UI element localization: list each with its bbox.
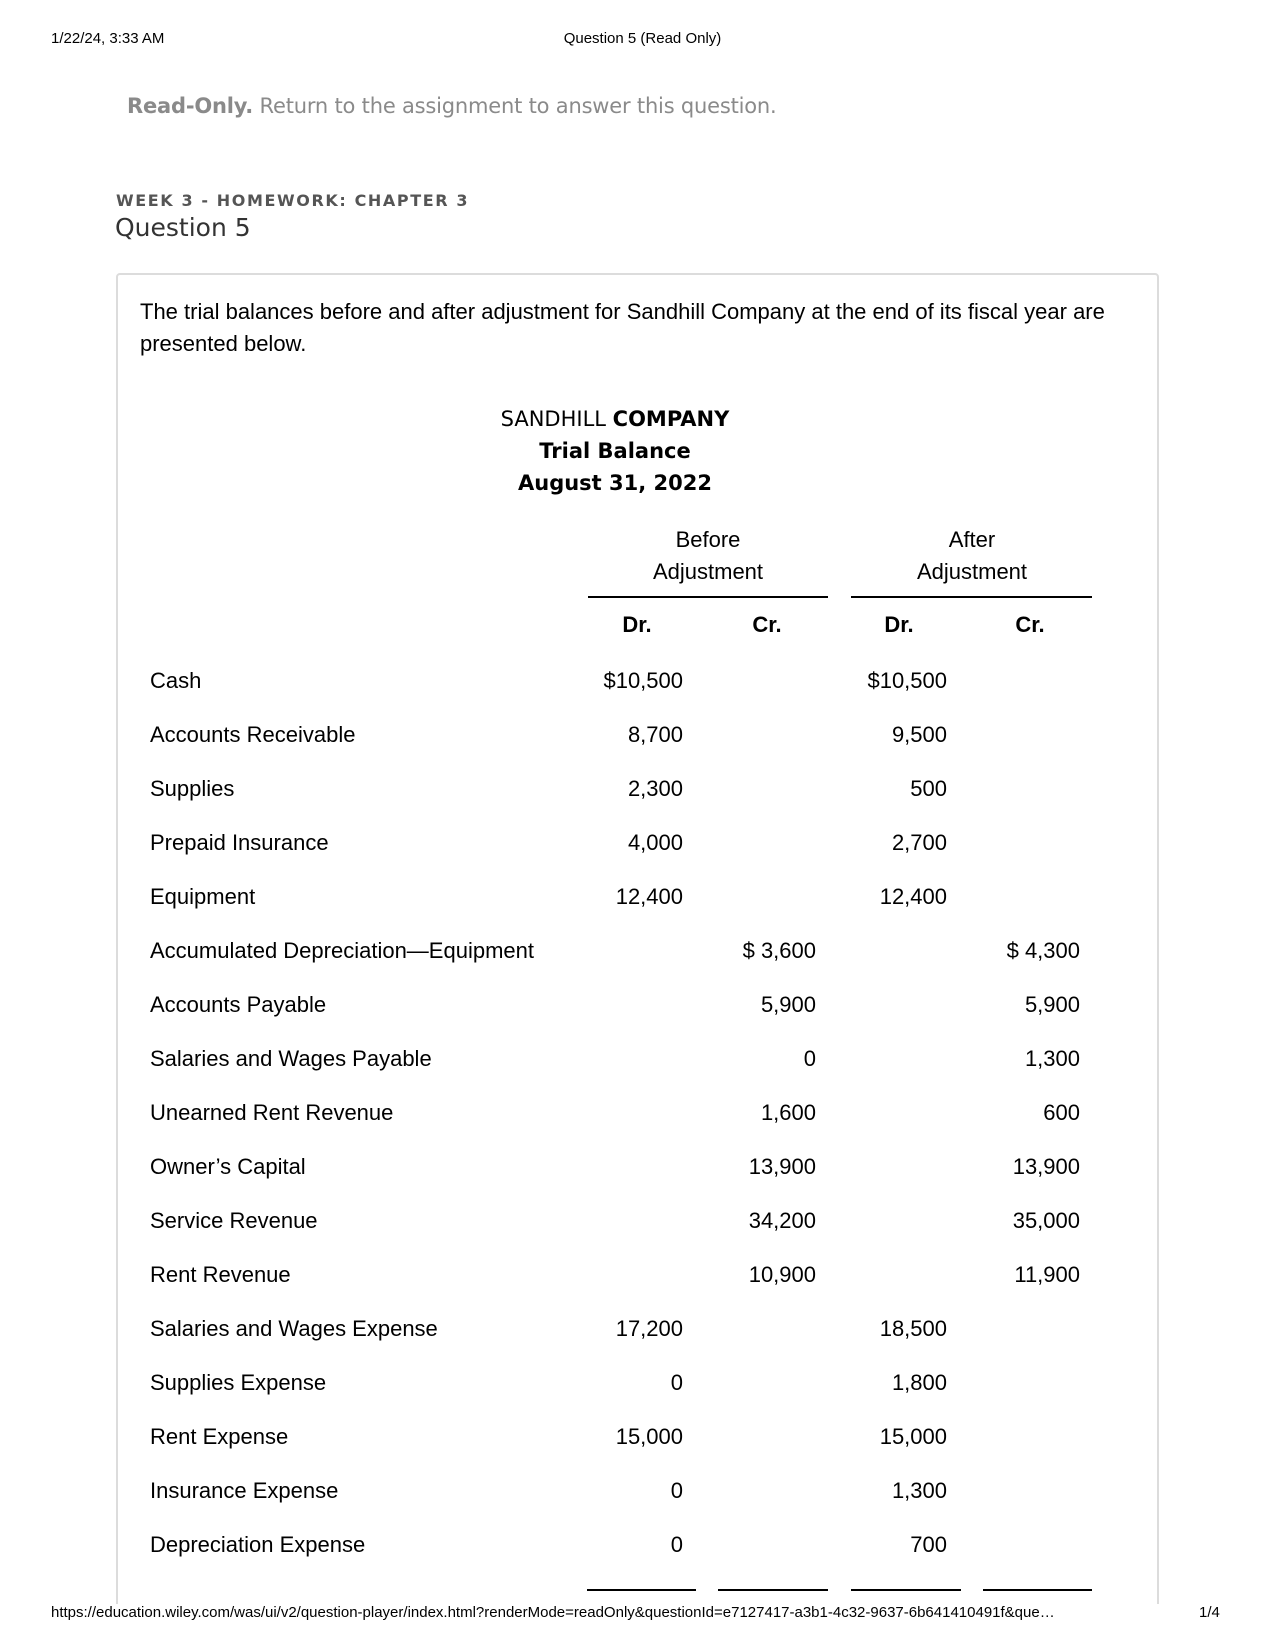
table-row — [0, 654, 1275, 709]
account-name: Salaries and Wages Payable — [150, 1046, 432, 1071]
account-name: Unearned Rent Revenue — [150, 1100, 394, 1125]
account-name: Supplies — [150, 776, 235, 801]
print-datetime: 1/22/24, 3:33 AM — [51, 30, 165, 47]
table-row — [0, 1140, 1275, 1195]
before-dr-amount: 8,700 — [627, 722, 683, 747]
table-row — [0, 816, 1275, 871]
account-name: Insurance Expense — [150, 1478, 339, 1503]
before-dr-amount: 0 — [670, 1532, 683, 1557]
before-cr-amount: 5,900 — [760, 992, 816, 1017]
after-cr-amount: 13,900 — [1012, 1154, 1080, 1179]
col-header-before-dr: Dr. — [622, 612, 652, 637]
after-dr-amount: 500 — [910, 776, 947, 801]
after-cr-amount: 600 — [1043, 1100, 1080, 1125]
total-underline-after-cr — [983, 1589, 1092, 1591]
after-dr-amount: 9,500 — [891, 722, 947, 747]
after-cr-amount: 11,900 — [1014, 1262, 1080, 1287]
company-name-part2: COMPANY — [612, 407, 730, 431]
read-only-label: Read-Only. — [127, 94, 254, 118]
account-name: Salaries and Wages Expense — [150, 1316, 438, 1341]
after-dr-amount: 1,800 — [891, 1370, 947, 1395]
statement-date: August 31, 2022 — [518, 471, 712, 495]
group-underline-before — [588, 596, 828, 598]
table-row — [0, 1194, 1275, 1249]
after-dr-amount: 700 — [910, 1532, 947, 1557]
before-dr-amount: 15,000 — [615, 1424, 683, 1449]
account-name: Prepaid Insurance — [150, 830, 329, 855]
account-name: Accounts Payable — [150, 992, 327, 1017]
account-name: Service Revenue — [150, 1208, 318, 1233]
table-row — [0, 924, 1275, 979]
group-after-line1: After — [948, 527, 996, 552]
page-number: 1/4 — [1199, 1604, 1220, 1621]
table-row — [0, 978, 1275, 1033]
group-header-before — [588, 524, 828, 588]
after-dr-amount: 15,000 — [879, 1424, 947, 1449]
col-header-after-cr: Cr. — [1015, 612, 1045, 637]
company-name-part1: SANDHILL — [500, 407, 613, 431]
group-underline-after — [851, 596, 1092, 598]
page-url: https://education.wiley.com/was/ui/v2/question-player/index.html?renderMode=readOnly&questionId=e7127417-a3b1-4c32-9637-6b641410491f&que… — [51, 1604, 1055, 1621]
group-before-line2: Adjustment — [652, 559, 764, 584]
before-cr-amount: 1,600 — [760, 1100, 816, 1125]
before-cr-amount: 13,900 — [748, 1154, 816, 1179]
after-cr-amount: 35,000 — [1012, 1208, 1080, 1233]
total-underline-before-cr — [718, 1589, 828, 1591]
account-name: Depreciation Expense — [150, 1532, 366, 1557]
before-dr-amount: 12,400 — [615, 884, 683, 909]
group-after-line2: Adjustment — [916, 559, 1028, 584]
question-intro: The trial balances before and after adjustment for Sandhill Company at the end of its fiscal year are presented below. — [140, 299, 1105, 356]
col-header-after-dr: Dr. — [884, 612, 914, 637]
group-header-after — [852, 524, 1092, 588]
question-title: Question 5 — [115, 213, 251, 242]
after-cr-amount: 1,300 — [1024, 1046, 1080, 1071]
after-dr-amount: $10,500 — [867, 668, 947, 693]
after-dr-amount: 18,500 — [879, 1316, 947, 1341]
before-dr-amount: 17,200 — [615, 1316, 683, 1341]
table-row — [0, 1356, 1275, 1411]
account-name: Rent Expense — [150, 1424, 289, 1449]
before-dr-amount: 2,300 — [627, 776, 683, 801]
table-row — [0, 762, 1275, 817]
after-dr-amount: 1,300 — [891, 1478, 947, 1503]
before-dr-amount: 0 — [670, 1370, 683, 1395]
total-underline-before-dr — [587, 1589, 696, 1591]
before-dr-amount: $10,500 — [603, 668, 683, 693]
before-dr-amount: 4,000 — [627, 830, 683, 855]
table-row — [0, 1032, 1275, 1087]
table-row — [0, 1518, 1275, 1573]
account-name: Rent Revenue — [150, 1262, 291, 1287]
print-title: Question 5 (Read Only) — [563, 30, 722, 47]
print-header — [0, 30, 1275, 52]
print-footer — [0, 1604, 1275, 1650]
before-cr-amount: 34,200 — [748, 1208, 816, 1233]
company-name — [430, 407, 800, 431]
account-name: Accumulated Depreciation—Equipment — [150, 938, 534, 963]
account-name: Owner’s Capital — [150, 1154, 306, 1179]
before-cr-amount: 0 — [803, 1046, 816, 1071]
before-dr-amount: 0 — [670, 1478, 683, 1503]
read-only-notice — [127, 94, 777, 118]
table-row — [0, 708, 1275, 763]
after-dr-amount: 12,400 — [879, 884, 947, 909]
account-name: Cash — [150, 668, 202, 693]
after-cr-amount: 5,900 — [1024, 992, 1080, 1017]
table-row — [0, 1302, 1275, 1357]
account-name: Accounts Receivable — [150, 722, 356, 747]
table-row — [0, 1086, 1275, 1141]
group-before-line1: Before — [675, 527, 741, 552]
table-row — [0, 1248, 1275, 1303]
after-cr-amount: $ 4,300 — [1006, 938, 1080, 963]
account-name: Equipment — [150, 884, 256, 909]
total-underline-after-dr — [851, 1589, 961, 1591]
after-dr-amount: 2,700 — [891, 830, 947, 855]
before-cr-amount: $ 3,600 — [742, 938, 816, 963]
col-header-before-cr: Cr. — [752, 612, 782, 637]
before-cr-amount: 10,900 — [748, 1262, 816, 1287]
read-only-text[interactable]: Return to the assignment to answer this question. — [253, 94, 777, 118]
table-row — [0, 1410, 1275, 1465]
assignment-label: WEEK 3 - HOMEWORK: CHAPTER 3 — [116, 191, 470, 210]
account-name: Supplies Expense — [150, 1370, 327, 1395]
table-row — [0, 870, 1275, 925]
statement-title: Trial Balance — [539, 439, 691, 463]
table-row — [0, 1464, 1275, 1519]
